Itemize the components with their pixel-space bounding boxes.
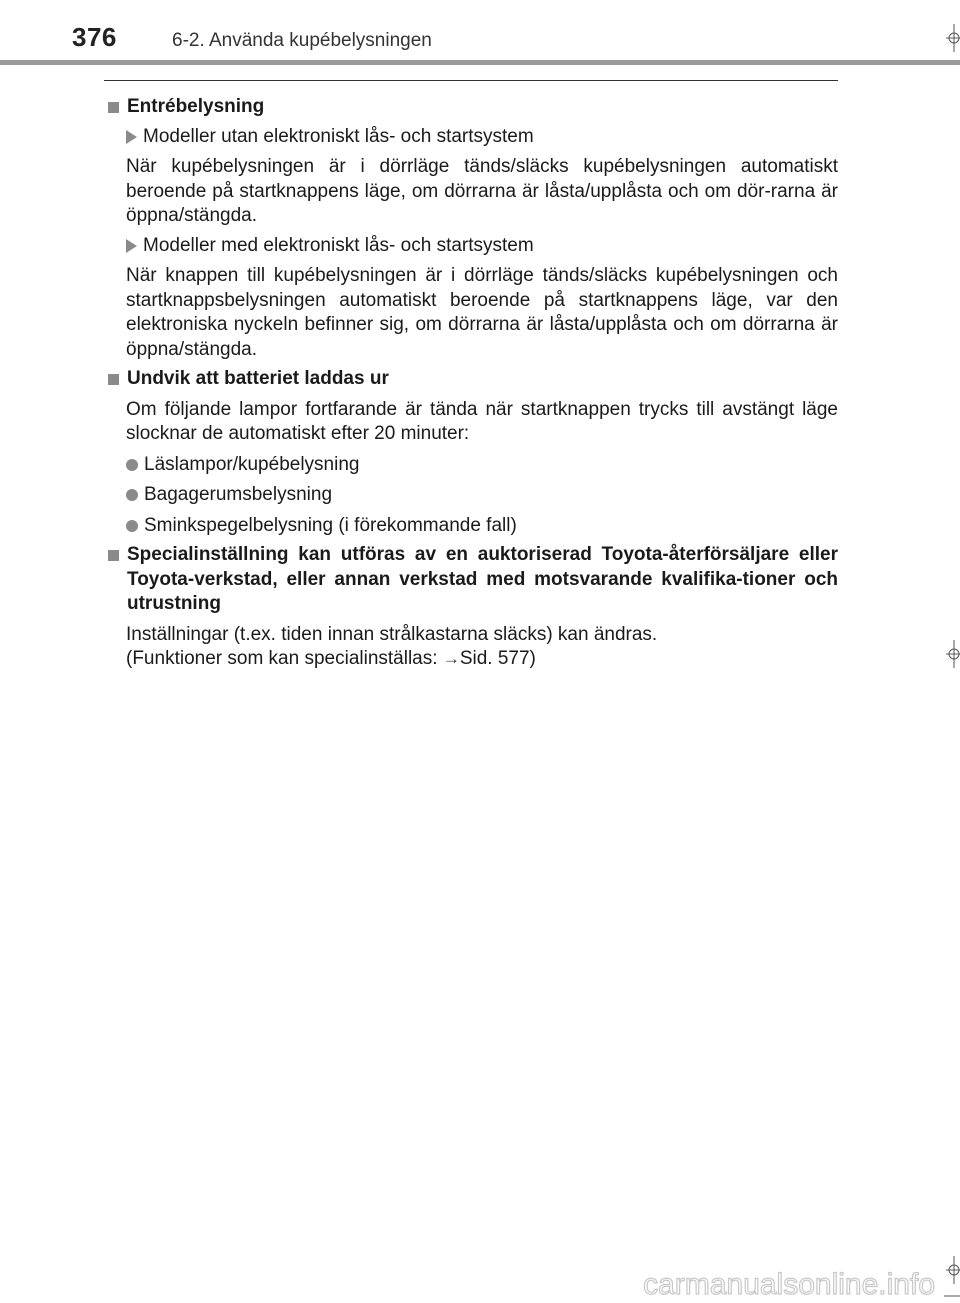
watermark-text: carmanualsonline.info — [643, 1268, 935, 1301]
paragraph: När knappen till kupébelysningen är i dörrläge tänds/släcks kupébelysningen och startknappsbelysningen automatiskt beroende på startknappens läge, var den elektroniska nyckeln befinner sig, om dörrarna är låsta/upplåsta och om dörrarna är öppna/stängda. — [126, 265, 838, 360]
circle-bullet-icon — [126, 489, 138, 501]
crop-mark-bottom-right — [942, 1256, 960, 1302]
triangle-bullet-icon — [126, 130, 137, 144]
section-title: 6-2. Använda kupébelysningen — [172, 30, 432, 51]
square-bullet-icon — [108, 374, 119, 385]
section-heading-specialinstallning: Specialinställning kan utföras av en auktoriserad Toyota-återförsäljare eller Toyota-verkstad, eller annan verkstad med motsvarande kvalifika-tioner och utrustning — [104, 543, 838, 617]
circle-bullet-icon — [126, 459, 138, 471]
square-bullet-icon — [108, 102, 119, 113]
watermark — [570, 1262, 940, 1302]
content-rule — [104, 80, 838, 81]
crop-mark-top-right — [942, 24, 960, 52]
paragraph: När kupébelysningen är i dörrläge tänds/släcks kupébelysningen automatiskt beroende på startknappens läge, om dörrarna är låsta/upplåsta och om dör-rarna är öppna/stängda. — [126, 156, 838, 226]
model-subheading: Modeller med elektroniskt lås- och startsystem — [126, 234, 838, 259]
section-heading-battery: Undvik att batteriet laddas ur — [104, 367, 838, 392]
page-number: 376 — [72, 22, 117, 52]
list-item: Bagagerumsbelysning — [126, 483, 838, 508]
header-bar — [0, 60, 960, 65]
page-content — [104, 90, 838, 672]
list-item: Läslampor/kupébelysning — [126, 453, 838, 478]
page-reference-link[interactable]: Sid. 577) — [459, 648, 536, 669]
crop-mark-middle-right — [942, 640, 960, 668]
triangle-bullet-icon — [126, 239, 137, 253]
model-subheading: Modeller utan elektroniskt lås- och startsystem — [126, 125, 838, 150]
circle-bullet-icon — [126, 520, 138, 532]
paragraph: Om följande lampor fortfarande är tända när startknappen trycks till avstängt läge slocknar de automatiskt efter 20 minuter: — [126, 398, 838, 444]
section-heading-entrebelysning: Entrébelysning — [104, 95, 838, 120]
square-bullet-icon — [108, 550, 119, 561]
paragraph: Inställningar (t.ex. tiden innan strålkastarna släcks) kan ändras. (Funktioner som kan specialinställas: →Sid. 577) — [126, 623, 658, 669]
arrow-right-icon: → — [442, 649, 460, 668]
list-item: Sminkspegelbelysning (i förekommande fall) — [126, 514, 838, 539]
